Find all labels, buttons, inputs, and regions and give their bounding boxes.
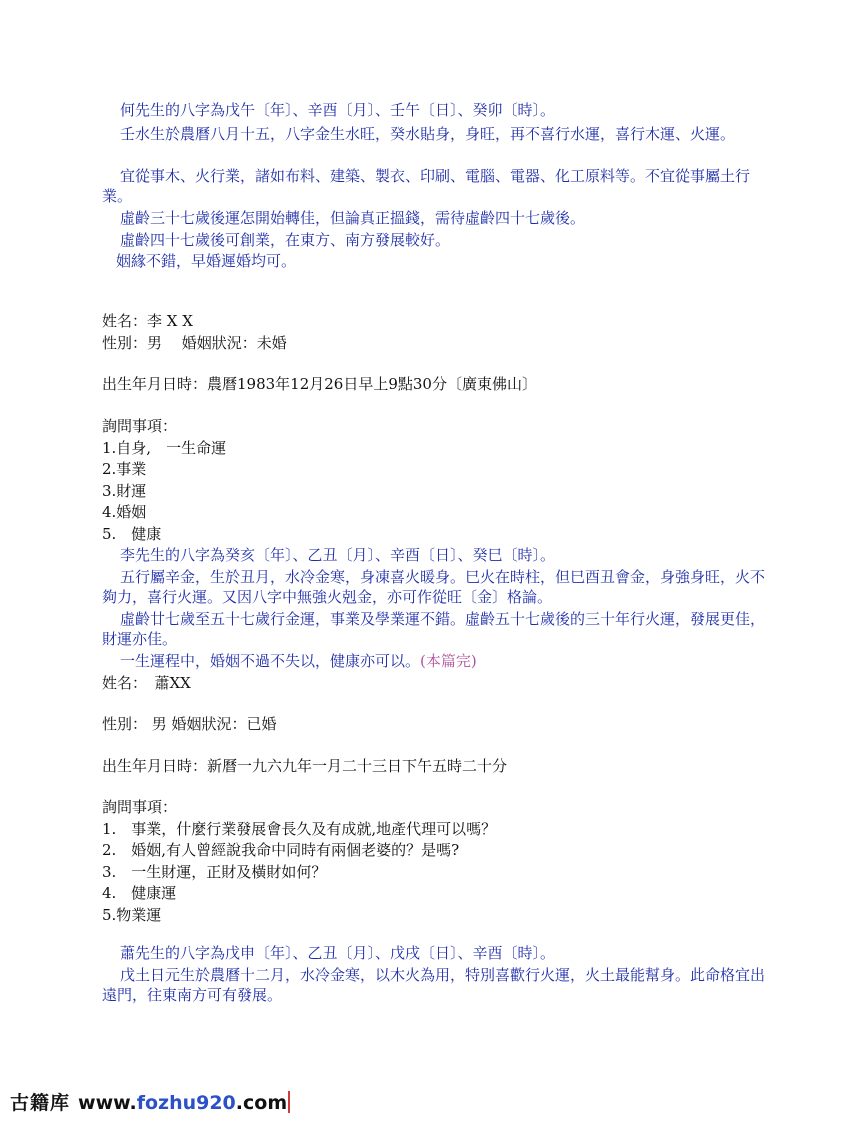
question-item: 3. 一生財運，正財及橫財如何？ bbox=[102, 863, 327, 881]
question-item: 5. 健康 bbox=[102, 525, 162, 543]
client-gender-marital: 性別： 男 婚姻狀況：已婚 bbox=[102, 715, 277, 733]
watermark-url-suffix: .com bbox=[235, 1092, 288, 1114]
client-gender-marital: 性別：男 婚姻狀況：未婚 bbox=[102, 334, 287, 352]
end-note: (本篇完) bbox=[420, 652, 477, 670]
question-item: 4.婚姻 bbox=[102, 503, 147, 521]
analysis-line: 何先生的八字為戊午〔年〕、辛酉〔月〕、壬午〔日〕、癸卯〔時〕。 bbox=[120, 101, 556, 119]
watermark-url-prefix: www. bbox=[78, 1092, 137, 1114]
analysis-line: 虛齡四十七歲後可創業，在東方、南方發展較好。 bbox=[120, 231, 451, 249]
site-watermark bbox=[10, 1088, 290, 1114]
watermark-brand: 古籍库 bbox=[10, 1092, 71, 1114]
question-item: 3.財運 bbox=[102, 482, 147, 500]
analysis-line bbox=[102, 651, 774, 671]
analysis-line: 宜從事木、火行業，諸如布料、建築、製衣、印刷、電腦、電器、化工原料等。不宜從事屬土行業。 bbox=[102, 167, 751, 205]
client-name: 姓名： 蕭XX bbox=[102, 674, 191, 692]
question-item: 4. 健康運 bbox=[102, 884, 177, 902]
analysis-line: 壬水生於農曆八月十五，八字金生水旺，癸水貼身，身旺，再不喜行水運，喜行木運、火運。 bbox=[120, 125, 736, 143]
question-item: 2. 婚姻,有人曾經說我命中同時有兩個老婆的？是嗎? bbox=[102, 841, 460, 859]
client-birth: 出生年月日時：農曆1983年12月26日早上9點30分〔廣東佛山〕 bbox=[102, 375, 537, 393]
analysis-line: 蕭先生的八字為戊申〔年〕、乙丑〔月〕、戊戌〔日〕、辛酉〔時〕。 bbox=[120, 944, 556, 962]
watermark-edge-mark bbox=[288, 1091, 290, 1113]
question-item: 5.物業運 bbox=[102, 906, 162, 924]
question-item: 2.事業 bbox=[102, 460, 147, 478]
analysis-line: 戊土日元生於農曆十二月，水冷金寒，以木火為用，特別喜歡行火運，火土最能幫身。此命格宜出遠門，往東南方可有發展。 bbox=[102, 966, 766, 1004]
analysis-line: 李先生的八字為癸亥〔年〕、乙丑〔月〕、辛酉〔日〕、癸巳〔時〕。 bbox=[120, 546, 556, 564]
questions-label: 詢問事項： bbox=[102, 798, 178, 816]
question-item: 1.自身, 一生命運 bbox=[102, 439, 227, 457]
watermark-url-highlight: fozhu920 bbox=[136, 1092, 236, 1114]
question-item: 1. 事業，什麼行業發展會長久及有成就,地產代理可以嗎？ bbox=[102, 820, 497, 838]
analysis-line: 虛齡廿七歲至五十七歲行金運，事業及學業運不錯。虛齡五十七歲後的三十年行火運，發展更佳，財運亦佳。 bbox=[102, 610, 766, 648]
analysis-text: 一生運程中，婚姻不過不失以，健康亦可以。 bbox=[120, 652, 421, 670]
analysis-line: 虛齡三十七歲後運怎開始轉佳，但論真正搵錢，需待虛齡四十七歲後。 bbox=[120, 209, 586, 227]
client-birth: 出生年月日時：新曆一九六九年一月二十三日下午五時二十分 bbox=[102, 757, 508, 775]
questions-label: 詢問事項： bbox=[102, 417, 178, 435]
client-name: 姓名：李 X X bbox=[102, 312, 193, 330]
analysis-line: 五行屬辛金，生於丑月，水冷金寒，身凍喜火暖身。巳火在時柱，但巳酉丑會金，身強身旺，火不夠力，喜行火運。又因八字中無強火剋金，亦可作從旺〔金〕格論。 bbox=[102, 568, 766, 606]
analysis-line: 姻緣不錯，早婚遲婚均可。 bbox=[116, 252, 297, 270]
